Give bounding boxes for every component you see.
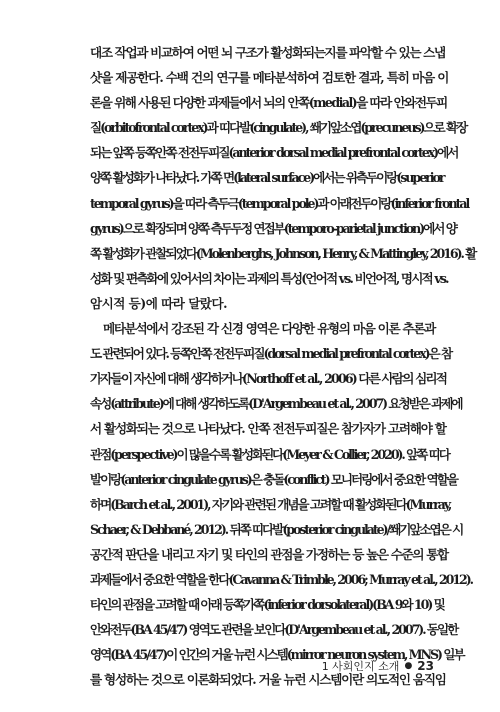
text-line: 타인의 관점을 고려할 때 아래 등쪽가쪽(inferior dorsolateral)(BA 9와 10) 및 xyxy=(90,597,444,613)
body-text xyxy=(90,40,476,692)
chapter-label: 1 사회인지 소개 xyxy=(321,660,400,673)
text-line: 가자들이 자신에 대해 생각하거나(Northoff et al., 2006) 다른 사람의 심리적 xyxy=(90,371,447,387)
text-line: 메타분석에서 강조된 각 신경 영역은 다양한 유형의 마음 이론 추론과 xyxy=(103,321,435,337)
text-line: 되는 앞쪽 등쪽안쪽 전전두피질(anterior dorsal medial prefrontal cortex)에서 xyxy=(90,145,458,161)
page-footer xyxy=(322,658,434,674)
text-line: 도 관련되어 있다. 등쪽안쪽 전전두피질(dorsal medial prefrontal cortex)은 참 xyxy=(90,346,452,362)
text-line: 서 활성화되는 것으로 나타났다. 안쪽 전전두피질은 참가자가 고려해야 할 xyxy=(90,421,446,437)
text-line: 관점(perspective)이 많을수록 활성화된다(Meyer & Collier, 2020). 앞쪽 띠다 xyxy=(90,446,449,462)
text-line: 질(orbitofrontal cortex)과 띠다발(cingulate), 쐐기앞소엽(precuneus)으로 확장 xyxy=(90,120,467,136)
text-line: temporal gyrus)을 따라 측두극(temporal pole)과 아래전두이랑(inferior frontal xyxy=(90,195,469,211)
paragraph-1 xyxy=(90,40,476,316)
text-line: 하며(Barch et al., 2001), 자기와 관련된 개념을 고려할 때 활성화된다(Murray, xyxy=(90,496,451,512)
text-line: 쪽 활성화가 관찰되었다(Molenberghs, Johnson, Henry, & Mattingley, 2016). 활 xyxy=(90,245,476,261)
text-line: 과제들에서 중요한 역할을 한다(Cavanna & Trimble, 2006; Murray et al., 2012). xyxy=(90,571,472,587)
text-line: 양쪽 활성화가 나타났다. 가쪽 면(lateral surface)에서는 위측두이랑(superior xyxy=(90,170,444,186)
text-line: 영역(BA 45/47)이 인간의 거울 뉴런 시스템(mirror neuron system, MNS) 일부 xyxy=(90,647,464,663)
text-line: 론을 위해 사용된 다양한 과제들에서 뇌의 안쪽(medial)을 따라 안와전두피 xyxy=(90,95,447,111)
text-line: 샷을 제공한다. 수백 건의 연구를 메타분석하여 검토한 결과, 특히 마음 이 xyxy=(90,70,449,86)
bullet-icon: ● xyxy=(404,661,413,671)
paragraph-2 xyxy=(90,316,472,692)
text-line: 안와전두(BA 45/47) 영역도 관련을 보인다(D'Argembeau et al., 2007). 동일한 xyxy=(90,622,458,638)
text-line: 속성(attribute)에 대해 생각하도록(D'Argembeau et al., 2007) 요청받은 과제에 xyxy=(90,396,462,412)
text-line: 성화 및 편측화에 있어서의 차이는 과제의 특성(언어적 vs. 비언어적, 명시적 vs. xyxy=(90,270,448,286)
text-line: gyrus)으로 확장되며 양쪽 측두두정 연접부(temporo-parietal junction)에서 양 xyxy=(90,220,456,236)
text-line: 를 형성하는 것으로 이론화되었다. 거울 뉴런 시스템이란 의도적인 움직임 xyxy=(90,672,446,688)
text-line: 암시적 등)에 따라 달랐다. xyxy=(90,295,227,311)
text-line: 발이랑(anterior cingulate gyrus)은 충돌(conflict) 모니터링에서 중요한 역할을 xyxy=(90,471,457,487)
text-line: Schaer, & Debbané, 2012). 뒤쪽 띠다발(posterior cingulate)/쐐기앞소엽은 시 xyxy=(90,521,463,537)
page-number: 23 xyxy=(417,659,434,673)
text-line: 공간적 판단을 내리고 자기 및 타인의 관점을 가정하는 등 높은 수준의 통합 xyxy=(90,546,448,562)
text-line: 대조 작업과 비교하여 어떤 뇌 구조가 활성화되는지를 파악할 수 있는 스냅 xyxy=(90,45,445,60)
